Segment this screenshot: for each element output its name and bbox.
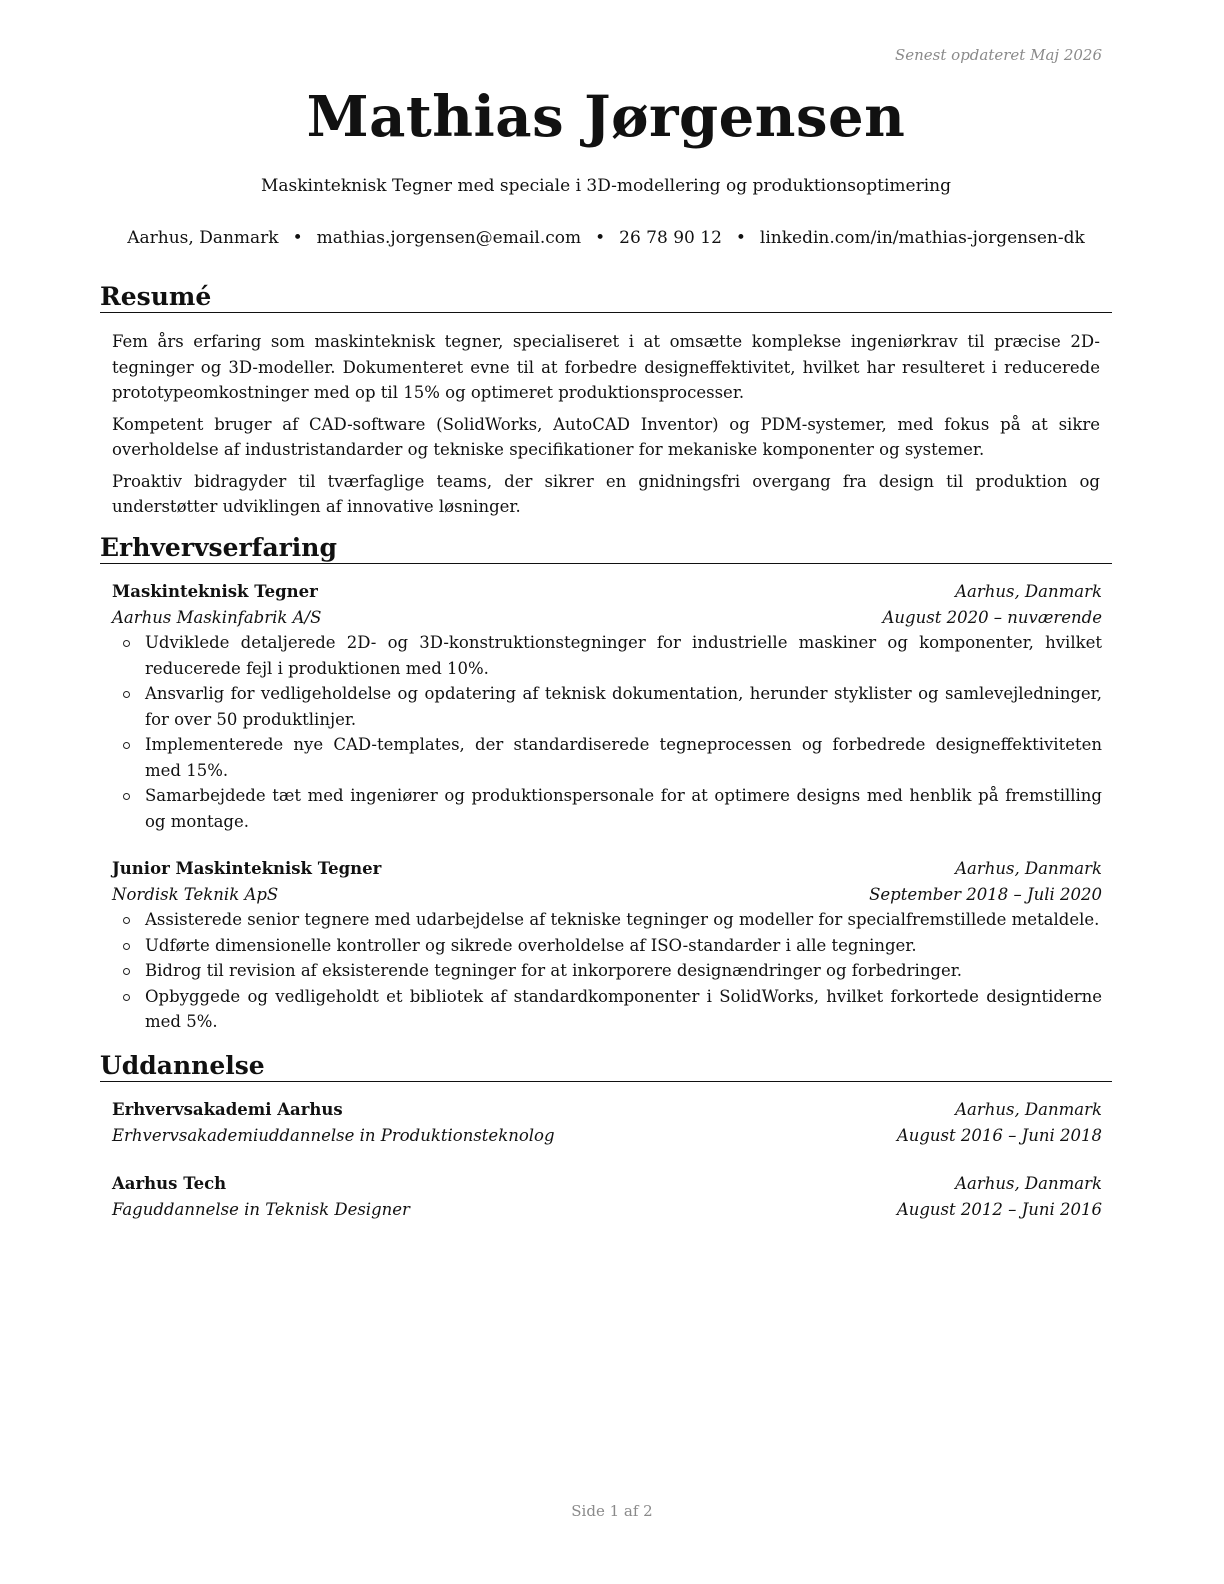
school-degree-row (112, 1197, 1102, 1223)
contact-email[interactable]: mathias.jorgensen@email.com (316, 228, 582, 248)
bullet-text: Udviklede detaljerede 2D- og 3D-konstruktionstegninger for industrielle maskiner og komponenter, hvilket reducerede fejl i produktionen med 10%. (145, 633, 1102, 678)
job-bullets (112, 630, 1102, 834)
list-item (112, 783, 1102, 834)
section-title-summary: Resumé (100, 282, 1112, 313)
contact-phone: 26 78 90 12 (619, 228, 722, 248)
school-degree: Erhvervsakademiuddannelse in Produktionsteknolog (112, 1125, 555, 1145)
school-dates: August 2016 – Juni 2018 (896, 1125, 1102, 1145)
school-location: Aarhus, Danmark (955, 1174, 1102, 1193)
job-company: Aarhus Maskinfabrik A/S (112, 607, 322, 627)
list-item (112, 732, 1102, 783)
experience-section (100, 533, 1112, 1035)
section-title-education: Uddannelse (100, 1051, 1112, 1082)
bullet-text: Opbyggede og vedligeholdt et bibliotek af standardkomponenter i SolidWorks, hvilket forkortede designtiderne med 5%. (145, 986, 1102, 1031)
headline: Maskinteknisk Tegner med speciale i 3D-modellering og produktionsoptimering (260, 176, 951, 196)
circle-bullet-icon (123, 691, 130, 698)
job-location: Aarhus, Danmark (955, 582, 1102, 601)
list-item (112, 933, 1102, 959)
contact-linkedin[interactable]: linkedin.com/in/mathias-jorgensen-dk (759, 228, 1085, 248)
bullet-text: Udførte dimensionelle kontroller og sikrede overholdelse af ISO-standarder i alle tegninger. (145, 935, 917, 955)
separator-dot-icon: • (595, 228, 606, 248)
school-degree: Faguddannelse in Teknisk Designer (112, 1199, 410, 1219)
summary-paragraph: Fem års erfaring som maskinteknisk tegner, specialiseret i at omsætte komplekse ingeniørkrav til præcise 2D-tegninger og 3D-modeller. Dokumenteret evne til at forbedre designeffektivitet, hvilket har resulteret i reducerede prototypeomkostninger med op til 15% og optimeret produktionsprocesser. (112, 332, 1100, 402)
job-company: Nordisk Teknik ApS (112, 884, 279, 904)
job-bullets (112, 907, 1102, 1035)
circle-bullet-icon (123, 917, 130, 924)
last-updated: Senest opdateret Maj 2026 (894, 46, 1102, 64)
job-dates: August 2020 – nuværende (882, 607, 1102, 627)
job-dates: September 2018 – Juli 2020 (869, 884, 1102, 904)
school-location: Aarhus, Danmark (955, 1100, 1102, 1119)
contact-line (100, 228, 1112, 248)
separator-dot-icon: • (735, 228, 746, 248)
contact-location: Aarhus, Danmark (127, 228, 279, 248)
job-entry (112, 579, 1102, 834)
school-header-row (112, 1097, 1102, 1123)
school-header-row (112, 1171, 1102, 1197)
school-dates: August 2012 – Juni 2016 (896, 1199, 1102, 1219)
circle-bullet-icon (123, 793, 130, 800)
list-item (112, 984, 1102, 1035)
bullet-text: Implementerede nye CAD-templates, der standardiserede tegneprocessen og forbedrede designeffektiviteten med 15%. (145, 735, 1102, 780)
job-company-row (112, 605, 1102, 631)
bullet-text: Assisterede senior tegnere med udarbejdelse af tekniske tegninger og modeller for specialfremstillede metaldele. (145, 910, 1100, 929)
job-role: Junior Maskinteknisk Tegner (112, 859, 382, 878)
summary-paragraph: Proaktiv bidragyder til tværfaglige teams, der sikrer en gnidningsfri overgang fra design til produktion og understøtter udviklingen af innovative løsninger. (112, 471, 1100, 516)
circle-bullet-icon (123, 742, 130, 749)
circle-bullet-icon (123, 968, 130, 975)
section-title-experience: Erhvervserfaring (100, 533, 1112, 564)
school-name: Aarhus Tech (112, 1174, 227, 1193)
bullet-text: Bidrog til revision af eksisterende tegninger for at inkorporere designændringer og forbedringer. (145, 961, 963, 980)
bullet-text: Ansvarlig for vedligeholdelse og opdatering af teknisk dokumentation, herunder styklister og samlevejledninger, for over 50 produktlinjer. (145, 684, 1102, 729)
education-entry (112, 1097, 1102, 1148)
school-name: Erhvervsakademi Aarhus (112, 1100, 343, 1119)
separator-dot-icon: • (292, 228, 303, 248)
circle-bullet-icon (123, 640, 130, 647)
circle-bullet-icon (123, 943, 130, 950)
list-item (112, 907, 1102, 933)
job-entry (112, 856, 1102, 1035)
page-number: Side 1 af 2 (571, 1502, 653, 1520)
list-item (112, 630, 1102, 681)
summary-section (100, 282, 1112, 520)
education-section (100, 1051, 1112, 1222)
circle-bullet-icon (123, 994, 130, 1001)
job-header-row (112, 856, 1102, 882)
list-item (112, 958, 1102, 984)
summary-paragraph: Kompetent bruger af CAD-software (SolidWorks, AutoCAD Inventor) og PDM-systemer, med fokus på at sikre overholdelse af industristandarder og tekniske specifikationer for mekaniske komponenter og systemer. (112, 414, 1100, 459)
job-role: Maskinteknisk Tegner (112, 582, 318, 601)
bullet-text: Samarbejdede tæt med ingeniører og produktionspersonale for at optimere designs med henblik på fremstilling og montage. (145, 786, 1102, 831)
candidate-name: Mathias Jørgensen (306, 84, 906, 150)
school-degree-row (112, 1123, 1102, 1149)
job-location: Aarhus, Danmark (955, 859, 1102, 878)
education-entry (112, 1171, 1102, 1222)
job-header-row (112, 579, 1102, 605)
job-company-row (112, 882, 1102, 908)
list-item (112, 681, 1102, 732)
